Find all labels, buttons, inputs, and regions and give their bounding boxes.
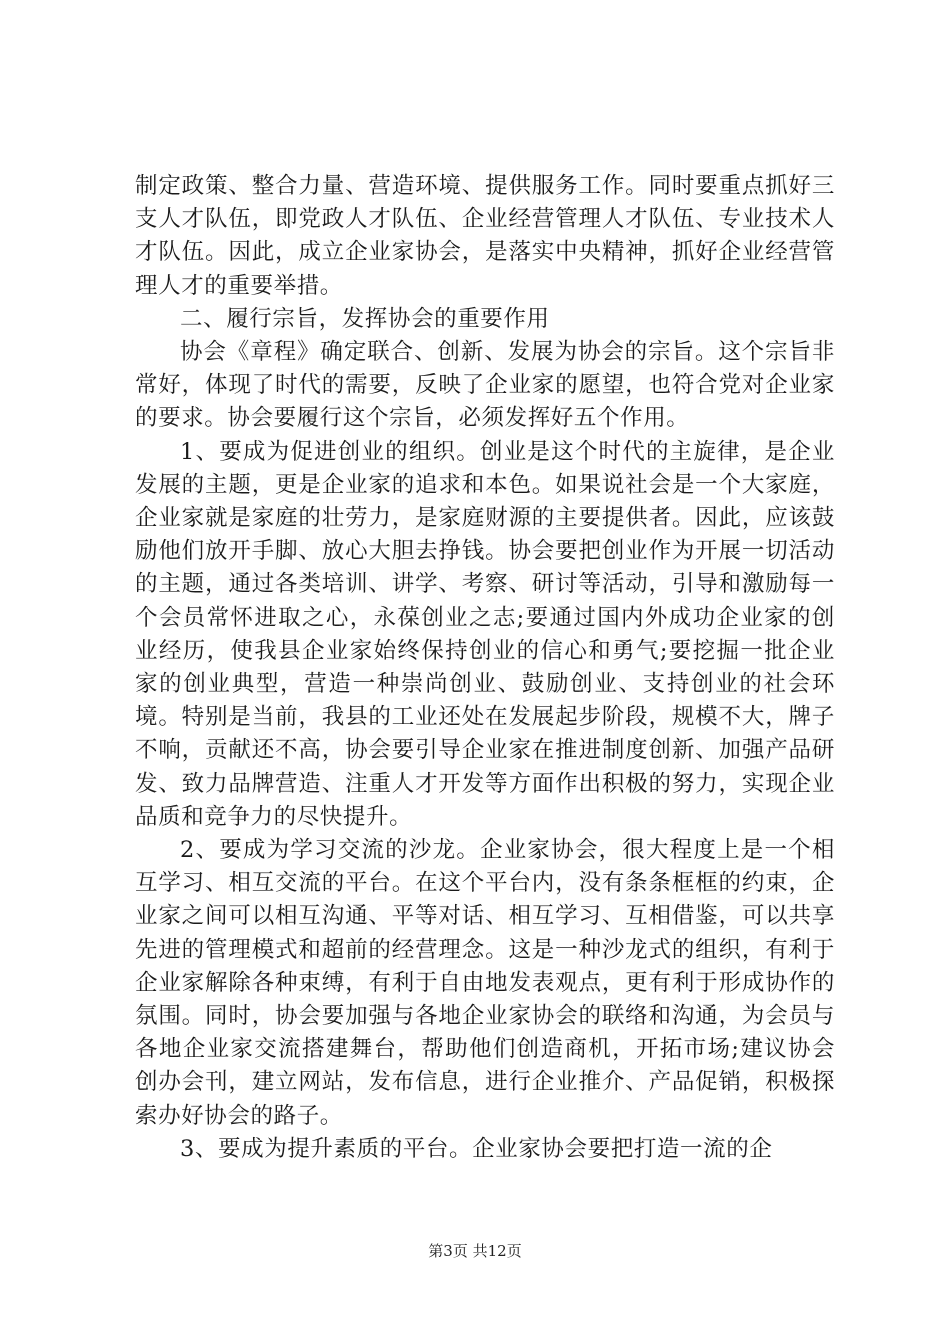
page-footer: 第3页 共12页 <box>428 1242 522 1260</box>
section-heading: 二、履行宗旨，发挥协会的重要作用 <box>180 305 550 332</box>
paragraph-item-3: 3、要成为提升素质的平台。企业家协会要把打造一流的企 <box>180 1135 773 1162</box>
document-body <box>135 170 835 1166</box>
paragraph-continuation: 制定政策、整合力量、营造环境、提供服务工作。同时要重点抓好三支人才队伍，即党政人才队伍、企业经营管理人才队伍、专业技术人才队伍。因此，成立企业家协会，是落实中央精神，抓好企业经营管理人才的重要举措。 <box>135 173 835 299</box>
paragraph-item-2: 2、要成为学习交流的沙龙。企业家协会，很大程度上是一个相互学习、相互交流的平台。在这个平台内，没有条条框框的约束，企业家之间可以相互沟通、平等对话、相互学习、互相借鉴，可以共享先进的管理模式和超前的经营理念。这是一种沙龙式的组织，有利于企业家解除各种束缚，有利于自由地发表观点，更有利于形成协作的氛围。同时，协会要加强与各地企业家协会的联络和沟通，为会员与各地企业家交流搭建舞台，帮助他们创造商机，开拓市场;建议协会创办会刊，建立网站，发布信息，进行企业推介、产品促销，积极探索办好协会的路子。 <box>135 837 835 1129</box>
paragraph-item-1: 1、要成为促进创业的组织。创业是这个时代的主旋律，是企业发展的主题，更是企业家的追求和本色。如果说社会是一个大家庭，企业家就是家庭的壮劳力，是家庭财源的主要提供者。因此，应该鼓励他们放开手脚、放心大胆去挣钱。协会要把创业作为开展一切活动的主题，通过各类培训、讲学、考察、研讨等活动，引导和激励每一个会员常怀进取之心，永葆创业之志;要通过国内外成功企业家的创业经历，使我县企业家始终保持创业的信心和勇气;要挖掘一批企业家的创业典型，营造一种崇尚创业、鼓励创业、支持创业的社会环境。特别是当前，我县的工业还处在发展起步阶段，规模不大，牌子不响，贡献还不高，协会要引导企业家在推进制度创新、加强产品研发、致力品牌营造、注重人才开发等方面作出积极的努力，实现企业品质和竞争力的尽快提升。 <box>135 438 835 830</box>
paragraph-purpose: 协会《章程》确定联合、创新、发展为协会的宗旨。这个宗旨非常好，体现了时代的需要，反映了企业家的愿望，也符合党对企业家的要求。协会要履行这个宗旨，必须发挥好五个作用。 <box>135 339 835 432</box>
